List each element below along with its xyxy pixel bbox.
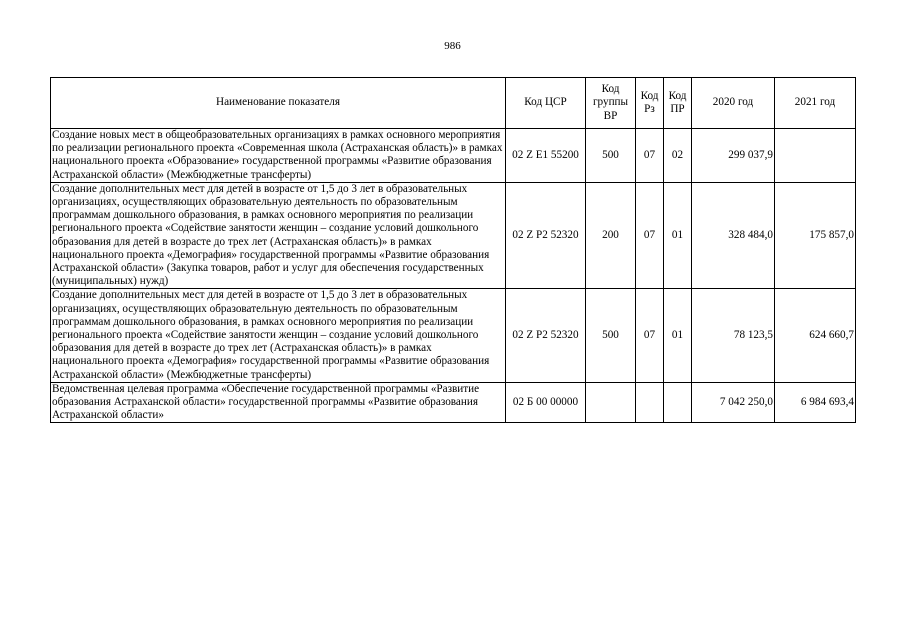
header-year-2021: 2021 год [775,78,856,129]
page-number: 986 [444,40,461,52]
row-indicator-name: Создание новых мест в общеобразовательных организациях в рамках основного мероприятия по реализации регионального проекта «Современная школа (Астраханская область)» в рамках национального проекта «Образование» государственной программы «Развитие образования Астраханской области» (Межбюджетные трансферты) [51,129,506,183]
header-indicator-name: Наименование показателя [51,78,506,129]
row-vr-code: 500 [586,129,636,183]
header-csr-code: Код ЦСР [506,78,586,129]
row-pr-code: 02 [664,129,692,183]
row-amount-2020: 328 484,0 [692,182,775,289]
budget-table [50,77,856,423]
row-amount-2021: 175 857,0 [775,182,856,289]
row-rz-code: 07 [636,129,664,183]
row-csr-code: 02 Б 00 00000 [506,382,586,423]
row-pr-code: 01 [664,289,692,382]
row-vr-code: 200 [586,182,636,289]
row-amount-2021: 624 660,7 [775,289,856,382]
row-amount-2020: 299 037,9 [692,129,775,183]
row-pr-code: 01 [664,182,692,289]
header-rz-code: Код Рз [636,78,664,129]
row-csr-code: 02 Z P2 52320 [506,182,586,289]
row-indicator-name: Создание дополнительных мест для детей в возрасте от 1,5 до 3 лет в образовательных организациях, осуществляющих образовательную деятельность по образовательным программам дошкольного образования, в рамках основного мероприятия по реализации регионального проекта «Содействие занятости женщин – создание условий дошкольного образования для детей в возрасте до трех лет (Астраханская область)» в рамках национального проекта «Демография» государственной программы «Развитие образования Астраханской области» (Закупка товаров, работ и услуг для обеспечения государственных (муниципальных) нужд) [51,182,506,289]
row-indicator-name: Создание дополнительных мест для детей в возрасте от 1,5 до 3 лет в образовательных организациях, осуществляющих образовательную деятельность по образовательным программам дошкольного образования, в рамках основного мероприятия по реализации регионального проекта «Содействие занятости женщин – создание условий дошкольного образования для детей в возрасте до трех лет (Астраханская область)» в рамках национального проекта «Демография» государственной программы «Развитие образования Астраханской области» (Межбюджетные трансферты) [51,289,506,382]
table-header-row [51,78,856,129]
row-rz-code: 07 [636,182,664,289]
table-row [51,182,856,289]
table-row [51,129,856,183]
row-csr-code: 02 Z P2 52320 [506,289,586,382]
row-indicator-name: Ведомственная целевая программа «Обеспечение государственной программы «Развитие образования Астраханской области» государственной программы «Развитие образования Астраханской области» [51,382,506,423]
row-amount-2020: 78 123,5 [692,289,775,382]
row-amount-2021: 6 984 693,4 [775,382,856,423]
row-csr-code: 02 Z E1 55200 [506,129,586,183]
row-vr-code [586,382,636,423]
row-rz-code [636,382,664,423]
row-pr-code [664,382,692,423]
header-pr-code: Код ПР [664,78,692,129]
header-vr-group-code: Код группы ВР [586,78,636,129]
table-row [51,382,856,423]
row-rz-code: 07 [636,289,664,382]
row-amount-2021 [775,129,856,183]
row-vr-code: 500 [586,289,636,382]
table-row [51,289,856,382]
header-year-2020: 2020 год [692,78,775,129]
row-amount-2020: 7 042 250,0 [692,382,775,423]
